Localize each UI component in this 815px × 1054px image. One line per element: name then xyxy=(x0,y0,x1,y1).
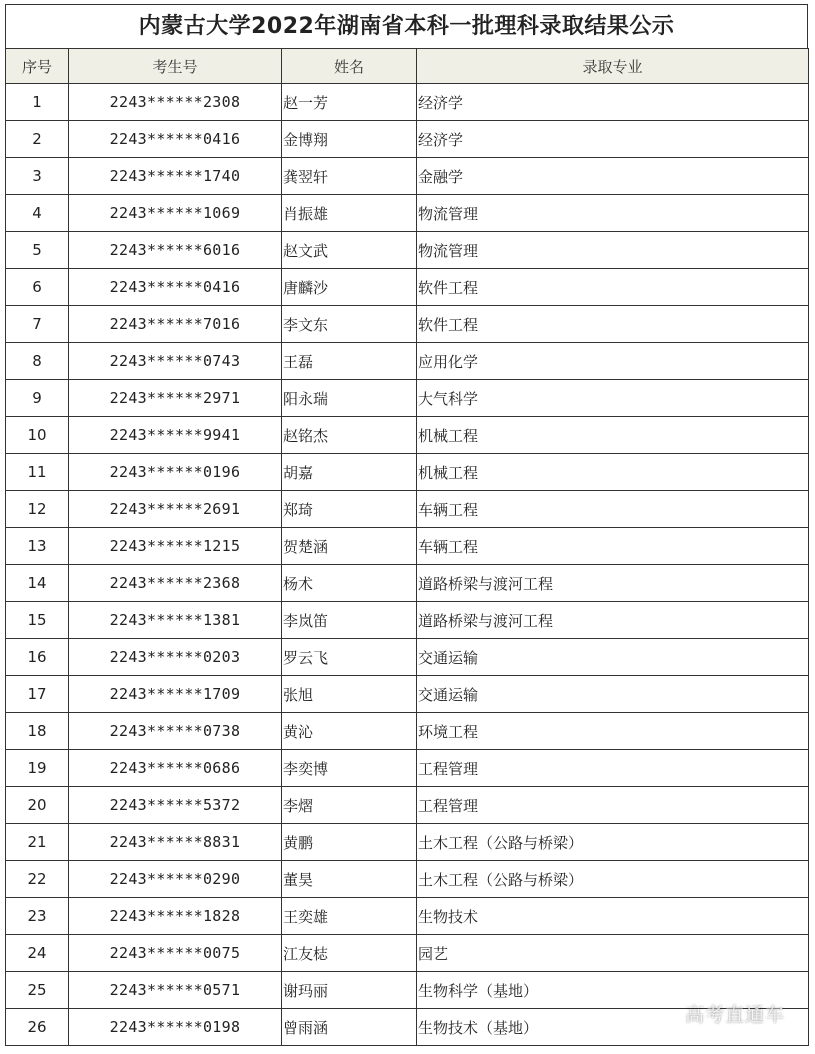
table-row xyxy=(6,750,809,787)
cell-no: 17 xyxy=(6,676,69,713)
cell-exam-id: 2243******8831 xyxy=(69,824,282,861)
cell-major: 土木工程（公路与桥梁） xyxy=(417,824,809,861)
table-row xyxy=(6,676,809,713)
cell-exam-id: 2243******2971 xyxy=(69,380,282,417)
table-row xyxy=(6,84,809,121)
table-row xyxy=(6,639,809,676)
cell-major: 物流管理 xyxy=(417,232,809,269)
cell-exam-id: 2243******0198 xyxy=(69,1009,282,1046)
cell-name: 谢玛丽 xyxy=(282,972,417,1009)
cell-major: 生物技术 xyxy=(417,898,809,935)
cell-no: 4 xyxy=(6,195,69,232)
cell-name: 赵铭杰 xyxy=(282,417,417,454)
cell-exam-id: 2243******1828 xyxy=(69,898,282,935)
table-header-row xyxy=(6,49,809,84)
cell-name: 李岚笛 xyxy=(282,602,417,639)
cell-no: 21 xyxy=(6,824,69,861)
cell-no: 15 xyxy=(6,602,69,639)
cell-no: 24 xyxy=(6,935,69,972)
cell-no: 23 xyxy=(6,898,69,935)
cell-major: 经济学 xyxy=(417,84,809,121)
cell-major: 车辆工程 xyxy=(417,491,809,528)
cell-exam-id: 2243******0686 xyxy=(69,750,282,787)
cell-major: 机械工程 xyxy=(417,454,809,491)
cell-name: 唐麟沙 xyxy=(282,269,417,306)
table-row xyxy=(6,787,809,824)
table-row xyxy=(6,343,809,380)
cell-exam-id: 2243******0743 xyxy=(69,343,282,380)
table-row xyxy=(6,713,809,750)
cell-no: 22 xyxy=(6,861,69,898)
table-row xyxy=(6,380,809,417)
cell-major: 道路桥梁与渡河工程 xyxy=(417,602,809,639)
cell-no: 16 xyxy=(6,639,69,676)
cell-no: 18 xyxy=(6,713,69,750)
cell-no: 6 xyxy=(6,269,69,306)
cell-major: 软件工程 xyxy=(417,269,809,306)
cell-name: 王奕雄 xyxy=(282,898,417,935)
cell-major: 大气科学 xyxy=(417,380,809,417)
table-row xyxy=(6,528,809,565)
table-row xyxy=(6,491,809,528)
cell-exam-id: 2243******7016 xyxy=(69,306,282,343)
cell-name: 张旭 xyxy=(282,676,417,713)
cell-exam-id: 2243******2308 xyxy=(69,84,282,121)
cell-exam-id: 2243******0075 xyxy=(69,935,282,972)
cell-no: 11 xyxy=(6,454,69,491)
table-row xyxy=(6,232,809,269)
cell-major: 生物技术（基地） xyxy=(417,1009,809,1046)
cell-no: 19 xyxy=(6,750,69,787)
cell-exam-id: 2243******2691 xyxy=(69,491,282,528)
cell-no: 9 xyxy=(6,380,69,417)
table-row xyxy=(6,195,809,232)
cell-name: 金博翔 xyxy=(282,121,417,158)
cell-name: 郑琦 xyxy=(282,491,417,528)
cell-exam-id: 2243******1740 xyxy=(69,158,282,195)
cell-major: 生物科学（基地） xyxy=(417,972,809,1009)
table-row xyxy=(6,158,809,195)
cell-major: 道路桥梁与渡河工程 xyxy=(417,565,809,602)
cell-no: 7 xyxy=(6,306,69,343)
cell-no: 12 xyxy=(6,491,69,528)
cell-no: 8 xyxy=(6,343,69,380)
cell-name: 肖振雄 xyxy=(282,195,417,232)
cell-major: 应用化学 xyxy=(417,343,809,380)
cell-major: 土木工程（公路与桥梁） xyxy=(417,861,809,898)
table-row xyxy=(6,417,809,454)
cell-exam-id: 2243******6016 xyxy=(69,232,282,269)
watermark-text: 高考直通车 xyxy=(684,1004,785,1026)
cell-no: 26 xyxy=(6,1009,69,1046)
cell-exam-id: 2243******1381 xyxy=(69,602,282,639)
cell-major: 园艺 xyxy=(417,935,809,972)
cell-major: 物流管理 xyxy=(417,195,809,232)
cell-no: 13 xyxy=(6,528,69,565)
cell-exam-id: 2243******2368 xyxy=(69,565,282,602)
cell-exam-id: 2243******0196 xyxy=(69,454,282,491)
cell-name: 贺楚涵 xyxy=(282,528,417,565)
cell-name: 李文东 xyxy=(282,306,417,343)
table-row xyxy=(6,306,809,343)
admission-sheet xyxy=(5,4,808,1046)
cell-major: 经济学 xyxy=(417,121,809,158)
cell-name: 阳永瑞 xyxy=(282,380,417,417)
table-row xyxy=(6,565,809,602)
cell-name: 王磊 xyxy=(282,343,417,380)
cell-major: 环境工程 xyxy=(417,713,809,750)
table-row xyxy=(6,935,809,972)
cell-major: 软件工程 xyxy=(417,306,809,343)
cell-exam-id: 2243******0416 xyxy=(69,121,282,158)
cell-name: 李奕博 xyxy=(282,750,417,787)
cell-name: 李熠 xyxy=(282,787,417,824)
header-name: 姓名 xyxy=(282,49,417,84)
cell-name: 董昊 xyxy=(282,861,417,898)
cell-exam-id: 2243******1069 xyxy=(69,195,282,232)
cell-no: 3 xyxy=(6,158,69,195)
page-title: 内蒙古大学2022年湖南省本科一批理科录取结果公示 xyxy=(5,4,808,48)
cell-no: 2 xyxy=(6,121,69,158)
cell-name: 胡嘉 xyxy=(282,454,417,491)
cell-exam-id: 2243******0290 xyxy=(69,861,282,898)
table-row xyxy=(6,824,809,861)
admission-table xyxy=(5,48,809,1046)
cell-major: 工程管理 xyxy=(417,750,809,787)
table-row xyxy=(6,861,809,898)
cell-exam-id: 2243******0203 xyxy=(69,639,282,676)
cell-exam-id: 2243******1709 xyxy=(69,676,282,713)
table-row xyxy=(6,269,809,306)
cell-name: 曾雨涵 xyxy=(282,1009,417,1046)
cell-major: 交通运输 xyxy=(417,639,809,676)
cell-no: 10 xyxy=(6,417,69,454)
cell-exam-id: 2243******9941 xyxy=(69,417,282,454)
cell-name: 杨术 xyxy=(282,565,417,602)
cell-major: 工程管理 xyxy=(417,787,809,824)
cell-exam-id: 2243******5372 xyxy=(69,787,282,824)
cell-exam-id: 2243******1215 xyxy=(69,528,282,565)
cell-name: 黄鹏 xyxy=(282,824,417,861)
table-row xyxy=(6,121,809,158)
cell-major: 机械工程 xyxy=(417,417,809,454)
header-no: 序号 xyxy=(6,49,69,84)
table-row xyxy=(6,602,809,639)
cell-name: 罗云飞 xyxy=(282,639,417,676)
cell-no: 5 xyxy=(6,232,69,269)
cell-no: 20 xyxy=(6,787,69,824)
cell-name: 赵一芳 xyxy=(282,84,417,121)
cell-name: 赵文武 xyxy=(282,232,417,269)
cell-name: 黄沁 xyxy=(282,713,417,750)
cell-no: 1 xyxy=(6,84,69,121)
cell-major: 车辆工程 xyxy=(417,528,809,565)
table-row xyxy=(6,898,809,935)
header-exam-id: 考生号 xyxy=(69,49,282,84)
cell-major: 交通运输 xyxy=(417,676,809,713)
cell-major: 金融学 xyxy=(417,158,809,195)
cell-no: 25 xyxy=(6,972,69,1009)
cell-name: 龚翌轩 xyxy=(282,158,417,195)
cell-exam-id: 2243******0738 xyxy=(69,713,282,750)
cell-exam-id: 2243******0571 xyxy=(69,972,282,1009)
cell-name: 江友梽 xyxy=(282,935,417,972)
cell-exam-id: 2243******0416 xyxy=(69,269,282,306)
table-row xyxy=(6,454,809,491)
cell-no: 14 xyxy=(6,565,69,602)
header-major: 录取专业 xyxy=(417,49,809,84)
